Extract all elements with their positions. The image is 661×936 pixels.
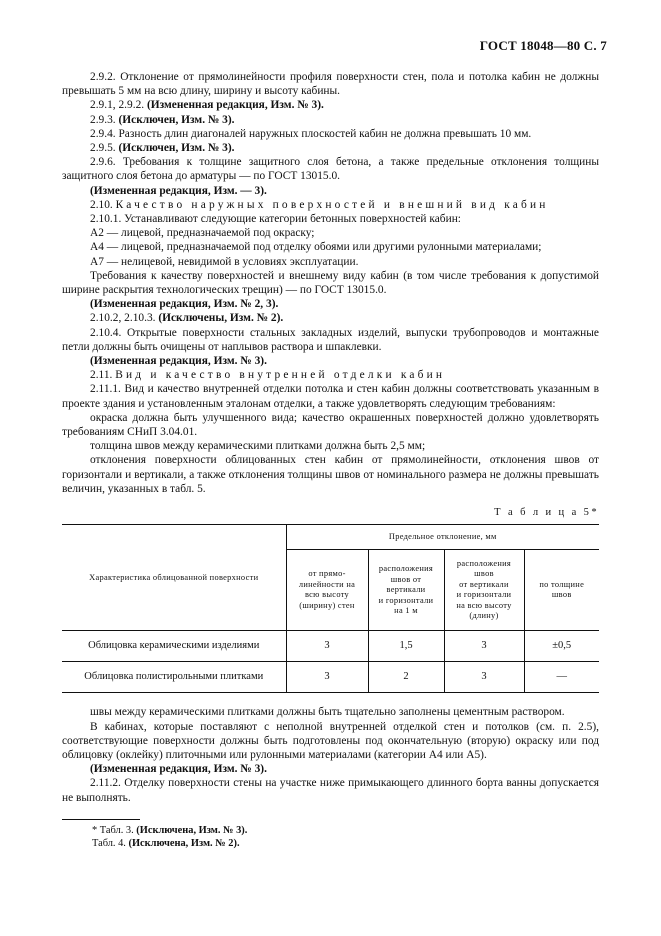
paragraph <box>62 98 599 112</box>
paragraph <box>62 155 599 183</box>
paragraph <box>62 212 599 226</box>
paragraph <box>62 269 599 297</box>
paragraph-list-after <box>62 705 599 804</box>
paragraph-text: В кабинах, которые поставляют с неполной внутренней отделкой стен и потолков (см. п. 2.5), соответствующие поверхности должны быть подготовлены под окончательную (вторую) окраску или под облицовку (оклейку) плиточными или рулонными материалами (категории А4 или А5). <box>62 720 599 761</box>
paragraph <box>62 127 599 141</box>
table-caption: Т а б л и ц а 5* <box>494 507 599 519</box>
footnote <box>62 824 599 837</box>
table-header-group: Предельное отклонение, мм <box>286 525 599 550</box>
paragraph-prefix: 2.11. <box>90 369 116 382</box>
footnotes <box>62 824 599 850</box>
paragraph <box>62 70 599 98</box>
paragraph <box>62 411 599 439</box>
paragraph-text: А2 — лицевой, предназначаемой под окраску; <box>90 227 315 240</box>
paragraph <box>62 382 599 410</box>
table-cell: 1,5 <box>368 631 444 662</box>
paragraph-text: отклонения поверхности облицованных стен кабин от прямолинейности, отклонения швов от горизонтали и вертикали, а также отклонения толщины швов от номинального размера не должны превышать величин, указанных в табл. 5. <box>62 454 599 495</box>
amendment-note: (Измененная редакция, Изм. № 3). <box>90 355 267 368</box>
paragraph-text: А7 — нелицевой, невидимой в условиях эксплуатации. <box>90 255 359 268</box>
paragraph-text: толщина швов между керамическими плитками должна быть 2,5 мм; <box>90 440 426 453</box>
paragraph-text: 2.9.4. Разность длин диагоналей наружных плоскостей кабин не должна превышать 10 мм. <box>90 127 532 140</box>
table-cell: 3 <box>444 631 524 662</box>
amendment-note: (Исключены, Изм. № 2). <box>158 312 284 325</box>
paragraph <box>62 705 599 719</box>
paragraph-text: 2.9.2. Отклонение от прямолинейности профиля поверхности стен, пола и потолка кабин не должны превышать 5 мм на всю длину, ширину и высоту кабины. <box>62 71 599 98</box>
paragraph <box>62 113 599 127</box>
table-row-label: Облицовка полистирольными плитками <box>62 662 286 693</box>
paragraph-text: А4 — лицевой, предназначаемой под отделку обоями или другими рулонными материалами; <box>90 241 542 254</box>
paragraph <box>62 240 599 254</box>
paragraph <box>62 326 599 354</box>
section-heading: Качество наружных поверхностей и внешний вид кабин <box>115 198 549 211</box>
paragraph <box>62 198 599 212</box>
paragraph <box>62 776 599 804</box>
table-cell: 2 <box>368 662 444 693</box>
paragraph <box>62 368 599 382</box>
paragraph <box>62 184 599 198</box>
footnote-prefix: Табл. 4. <box>92 837 129 849</box>
table-row <box>62 662 599 693</box>
amendment-note: (Измененная редакция, Изм. — 3). <box>90 184 267 197</box>
paragraph <box>62 255 599 269</box>
paragraph <box>62 439 599 453</box>
paragraph-prefix: 2.10. <box>90 198 116 211</box>
paragraph-text: 2.11.1. Вид и качество внутренней отделки потолка и стен кабин должны соответствовать указанным в проекте здания и установленным эталонам отделки, а также удовлетворять следующим требованиям: <box>62 383 599 410</box>
section-heading: Вид и качество внутренней отделки кабин <box>115 369 446 382</box>
table-subheader: расположения швов от вертикали и горизонтали на 1 м <box>368 550 444 631</box>
paragraph <box>62 311 599 325</box>
amendment-note: (Исключен, Изм. № 3). <box>118 113 235 126</box>
paragraph-text: 2.10.1. Устанавливают следующие категории бетонных поверхностей кабин: <box>90 213 461 226</box>
paragraph <box>62 453 599 496</box>
table-subheader: по толщине швов <box>524 550 599 631</box>
table-subheader: расположения швов от вертикали и горизонтали на всю высоту (длину) <box>444 550 524 631</box>
amendment-note: (Измененная редакция, Изм. № 3). <box>146 99 324 112</box>
paragraph <box>62 762 599 776</box>
paragraph-text: окраска должна быть улучшенного вида; качество окрашенных поверхностей должно удовлетворять требованиям СНиП 3.04.01. <box>62 411 599 439</box>
footnote <box>62 837 599 850</box>
paragraph <box>62 720 599 763</box>
table-cell: 3 <box>286 631 368 662</box>
paragraph <box>62 354 599 368</box>
footnote-note: (Исключена, Изм. № 2). <box>128 837 240 849</box>
paragraph <box>62 297 599 311</box>
table-header-characteristic: Характеристика облицованной поверхности <box>62 525 286 631</box>
page-content <box>62 70 599 850</box>
table-cell: ±0,5 <box>524 631 599 662</box>
amendment-note: (Измененная редакция, Изм. № 2, 3). <box>90 298 279 311</box>
table-cell: 3 <box>286 662 368 693</box>
paragraph <box>62 141 599 155</box>
footnote-prefix: * Табл. 3. <box>92 824 137 836</box>
paragraph-text: Требования к качеству поверхностей и внешнему виду кабин (в том числе требования к допустимой ширине раскрытия технологических трещин) — по ГОСТ 13015.0. <box>62 269 599 297</box>
paragraph-prefix: 2.9.1, 2.9.2. <box>90 99 147 112</box>
paragraph-prefix: 2.9.3. <box>90 113 119 126</box>
deviation-table <box>62 524 599 693</box>
table-subheader: от прямо- линейности на всю высоту (ширину) стен <box>298 569 356 610</box>
table-cell: 3 <box>444 662 524 693</box>
footnote-divider <box>62 819 140 820</box>
paragraph-prefix: 2.10.2, 2.10.3. <box>90 312 159 325</box>
paragraph-text: швы между керамическими плитками должны быть тщательно заполнены цементным раствором. <box>90 706 565 719</box>
amendment-note: (Исключен, Изм. № 3). <box>118 142 235 155</box>
table-row-label: Облицовка керамическими изделиями <box>62 631 286 662</box>
paragraph <box>62 226 599 240</box>
page-header: ГОСТ 18048—80 С. 7 <box>479 38 607 53</box>
paragraph-text: 2.10.4. Открытые поверхности стальных закладных изделий, выпуски трубопроводов и монтажные петли должны быть очищены от наплывов раствора и шпаклевки. <box>62 326 599 353</box>
table-cell: — <box>524 662 599 693</box>
footnote-note: (Исключена, Изм. № 3). <box>136 824 248 836</box>
paragraph-list <box>62 70 599 496</box>
paragraph-text: 2.9.6. Требования к толщине защитного слоя бетона, а также предельные отклонения толщины защитного слоя бетона до арматуры — по ГОСТ 13015.0. <box>62 156 599 183</box>
table-row <box>62 631 599 662</box>
amendment-note: (Измененная редакция, Изм. № 3). <box>90 763 267 776</box>
paragraph-text: 2.11.2. Отделку поверхности стены на участке ниже примыкающего длинного борта ванны допускается не выполнять. <box>62 777 599 804</box>
paragraph-prefix: 2.9.5. <box>90 142 119 155</box>
